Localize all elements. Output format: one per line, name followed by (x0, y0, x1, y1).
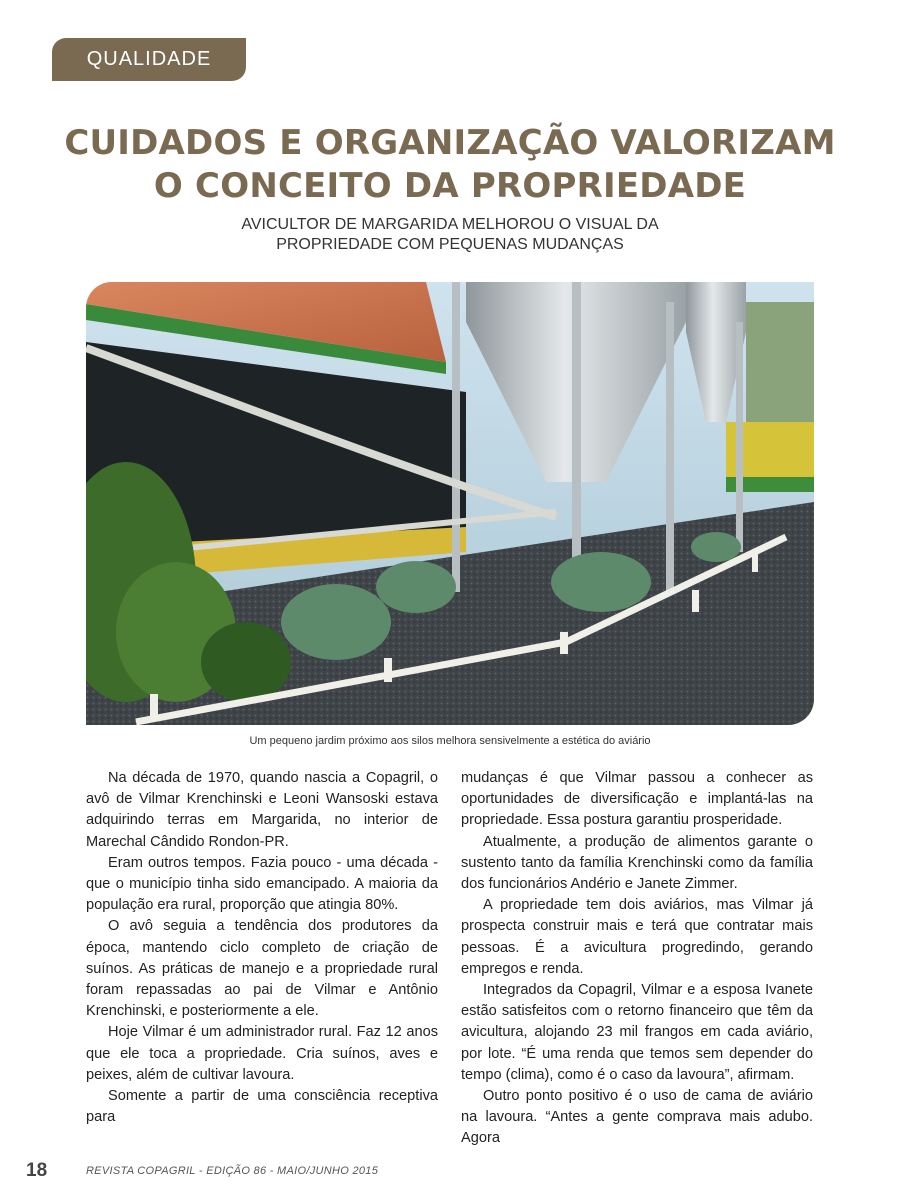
farm-photo (86, 282, 814, 725)
article-column-left (86, 768, 438, 1128)
photo-caption: Um pequeno jardim próximo aos silos melhora sensivelmente a estética do aviário (249, 735, 651, 747)
paragraph: Hoje Vilmar é um administrador rural. Faz 12 anos que ele toca a propriedade. Cria suínos, aves e peixes, além de cultivar lavoura. (86, 1024, 438, 1083)
headline (40, 122, 860, 208)
paragraph-continuation: mudanças é que Vilmar passou a conhecer as oportunidades de diversificação e implantá-las na propriedade. Essa postura garantiu prosperidade. (461, 770, 813, 829)
paragraph: Na década de 1970, quando nascia a Copagril, o avô de Vilmar Krenchinski e Leoni Wansoski estava adquirindo terras em Margarida, no interior de Marechal Cândido Rondon-PR. (86, 770, 438, 850)
publication-footer: REVISTA COPAGRIL - EDIÇÃO 86 - MAIO/JUNHO 2015 (86, 1165, 379, 1177)
article-column-right (461, 768, 813, 1150)
farm-photo-illustration (86, 282, 814, 725)
page-number: 18 (26, 1160, 48, 1181)
section-label: QUALIDADE (52, 38, 246, 81)
paragraph: Atualmente, a produção de alimentos garante o sustento tanto da família Krenchinski como da família dos funcionários Andério e Janete Zimmer. (461, 833, 813, 893)
headline-line-2: O CONCEITO DA PROPRIEDADE (153, 166, 747, 206)
subtitle-line-1: AVICULTOR DE MARGARIDA MELHOROU O VISUAL DA (241, 216, 659, 233)
paragraph: Eram outros tempos. Fazia pouco - uma década - que o município tinha sido emancipado. A maioria da população era rural, proporção que atingia 80%. (86, 854, 438, 914)
paragraph: A propriedade tem dois aviários, mas Vilmar já prospecta construir mais e terá que contratar mais pessoas. É a avicultura progredindo, gerando empregos e renda. (461, 897, 813, 977)
paragraph: O avô seguia a tendência dos produtores da época, mantendo ciclo completo de criação de suínos. As práticas de manejo e a propriedade rural foram repassadas ao pai de Vilmar e Antônio Krenchinski, e posteriormente a ele. (86, 918, 438, 1020)
paragraph: Outro ponto positivo é o uso de cama de aviário na lavoura. “Antes a gente comprava mais adubo. Agora (461, 1088, 813, 1147)
headline-line-1: CUIDADOS E ORGANIZAÇÃO VALORIZAM (64, 123, 836, 163)
subtitle-line-2: PROPRIEDADE COM PEQUENAS MUDANÇAS (276, 236, 624, 253)
subtitle (150, 215, 750, 255)
paragraph: Integrados da Copagril, Vilmar e a esposa Ivanete estão satisfeitos com o retorno financeiro que têm da avicultura, alojando 23 mil frangos em cada aviário, por lote. “É uma renda que temos sem depender do tempo (clima), como é o caso da lavoura”, afirmam. (461, 982, 813, 1083)
paragraph: Somente a partir de uma consciência receptiva para (86, 1088, 438, 1126)
